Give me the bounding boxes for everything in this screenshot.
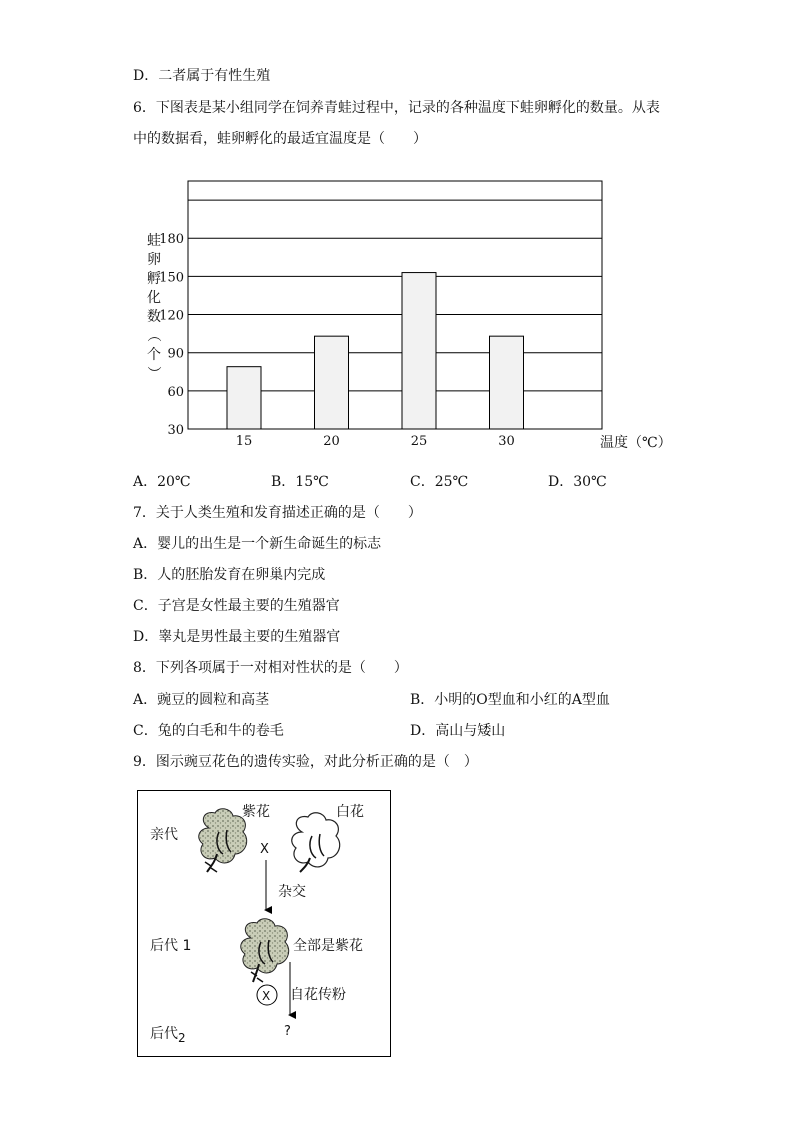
q5-option-d: D．二者属于有性生殖 [133, 68, 271, 84]
q7-option-a: A．婴儿的出生是一个新生命诞生的标志 [133, 536, 382, 552]
y-tick-label: 150 [159, 270, 184, 286]
bar-30 [490, 336, 524, 429]
purple-flower-label: 紫花 [242, 804, 270, 820]
q7-stem: 7．关于人类生殖和发育描述正确的是（ ） [133, 505, 422, 521]
chart-x-tick-labels [236, 434, 515, 449]
q6-option-d: D．30℃ [548, 474, 607, 490]
self-pollination-label: 自花传粉 [290, 987, 346, 1003]
f2-label-main: 后代 [150, 1026, 178, 1042]
unknown-offspring: ? [284, 1024, 291, 1039]
x-tick-label: 15 [235, 434, 253, 449]
chart-bars [227, 273, 524, 429]
y-tick-label: 180 [159, 232, 184, 248]
self-symbol: X [262, 989, 271, 1003]
y-axis-label-char: （ [145, 328, 161, 342]
pea-flower-inheritance-diagram [137, 790, 391, 1058]
chart-y-tick-labels [159, 232, 184, 438]
chart-y-axis-label [145, 232, 161, 380]
y-tick-label: 120 [159, 308, 184, 324]
q6-option-b: B．15℃ [271, 474, 329, 490]
q8-option-d: D．高山与矮山 [410, 723, 506, 739]
y-axis-label-char: 数 [147, 309, 161, 325]
q8-option-a: A．豌豆的圆粒和高茎 [133, 692, 270, 708]
y-axis-label-char: 孵 [147, 271, 161, 287]
y-tick-label: 90 [167, 346, 184, 362]
y-axis-label-char: 蛙 [147, 233, 161, 249]
q8-option-b: B．小明的O型血和小红的A型血 [410, 692, 610, 708]
q6-stem-line1: 6．下图表是某小组同学在饲养青蛙过程中，记录的各种温度下蛙卵孵化的数量。从表 [133, 100, 660, 116]
q8-option-c: C．兔的白毛和牛的卷毛 [133, 723, 284, 739]
chart-x-axis-label: 温度（℃） [600, 435, 672, 451]
f2-label-sub: 2 [178, 1031, 186, 1045]
white-flower-label: 白花 [336, 804, 364, 820]
y-axis-label-char: 个 [147, 347, 161, 363]
bar-15 [227, 367, 261, 429]
cross-symbol: X [260, 842, 269, 857]
chart-grid [188, 200, 602, 391]
x-tick-label: 25 [410, 434, 428, 449]
y-axis-label-char: ） [145, 366, 161, 380]
x-tick-label: 20 [323, 434, 340, 449]
bar-20 [315, 336, 349, 429]
bar-25 [402, 273, 436, 429]
hatching-bar-chart [130, 170, 690, 460]
x-tick-label: 30 [498, 434, 515, 449]
y-axis-label-char: 化 [147, 290, 161, 306]
y-axis-label-char: 卵 [147, 252, 161, 268]
q6-option-a: A．20℃ [133, 474, 191, 490]
q8-stem: 8．下列各项属于一对相对性状的是（ ） [133, 660, 408, 676]
parent-generation-label: 亲代 [150, 827, 178, 843]
q7-option-b: B．人的胚胎发育在卵巢内完成 [133, 567, 326, 583]
q6-option-c: C．25℃ [410, 474, 469, 490]
q6-stem-line2: 中的数据看，蛙卵孵化的最适宜温度是（ ） [133, 131, 427, 147]
q7-option-c: C．子宫是女性最主要的生殖器官 [133, 598, 340, 614]
q9-stem: 9．图示豌豆花色的遗传实验，对此分析正确的是（ ） [133, 754, 478, 770]
cross-label: 杂交 [278, 884, 306, 900]
f1-generation-label: 后代 1 [150, 938, 192, 954]
all-purple-label: 全部是紫花 [293, 938, 363, 954]
q7-option-d: D．睾丸是男性最主要的生殖器官 [133, 629, 341, 645]
y-tick-label: 60 [167, 384, 184, 400]
y-tick-label: 30 [167, 423, 184, 438]
